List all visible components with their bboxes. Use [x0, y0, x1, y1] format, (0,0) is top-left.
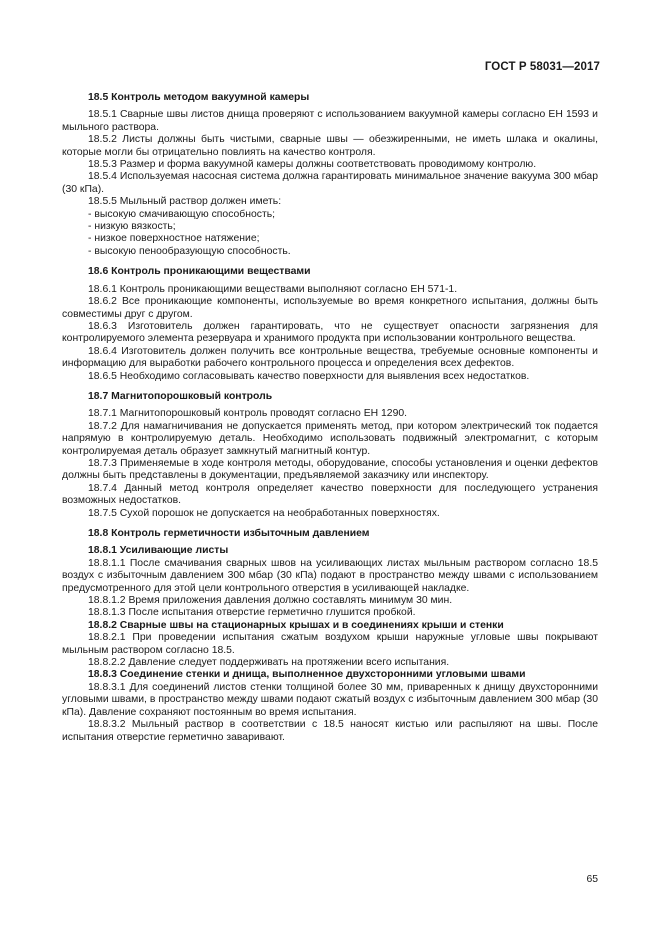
document-body: [62, 92, 598, 744]
paragraph-18-5-2: 18.5.2 Листы должны быть чистыми, сварные швы — обезжиренными, не иметь шлака и окалины, которые могли бы отрицательно повлиять на качество контроля.: [62, 134, 598, 158]
paragraph-18-7-5: 18.7.5 Сухой порошок не допускается на необработанных поверхностях.: [88, 507, 440, 519]
paragraph-18-7-4: 18.7.4 Данный метод контроля определяет качество поверхности для последующего устранения возможных недостатков.: [62, 482, 598, 507]
page-number: 65: [586, 874, 598, 885]
list-item: - высокую пенообразующую способность.: [62, 246, 598, 258]
paragraph-18-8-3-1: 18.8.3.1 Для соединений листов стенки толщиной более 30 мм, приваренных к днищу двухсторонними угловыми швами, в пространство между швами подают сжатый воздух с избыточным давлением 300 мбар (30 кПа). Давление сохраняют постоянным во время испытания.: [62, 681, 598, 718]
paragraph-18-7-1: 18.7.1 Магнитопорошковый контроль проводят согласно ЕН 1290.: [88, 408, 408, 420]
section-heading-18-5: 18.5 Контроль методом вакуумной камеры: [88, 92, 310, 103]
paragraph-18-8-1-2: 18.8.1.2 Время приложения давления должно составлять минимум 30 мин.: [88, 595, 453, 607]
subsection-heading-18-8-3: 18.8.3 Соединение стенки и днища, выполненное двухсторонними угловыми швами: [88, 669, 526, 681]
paragraph-18-5-3: 18.5.3 Размер и форма вакуумной камеры должны соответствовать проводимому контролю.: [88, 159, 537, 171]
list-item: - низкую вязкость;: [62, 221, 598, 233]
list-item: - низкое поверхностное натяжение;: [62, 233, 598, 245]
paragraph-18-6-1: 18.6.1 Контроль проникающими веществами выполняют согласно ЕН 571-1.: [88, 283, 458, 295]
paragraph-18-5-4: 18.5.4 Используемая насосная система должна гарантировать минимальное значение вакуума 300 мбар (30 кПа).: [62, 171, 598, 195]
paragraph-18-6-4: 18.6.4 Изготовитель должен получить все контрольные вещества, требуемые основные компоненты и информацию для выработки рабочего контрольного процесса и определения всех дефектов.: [62, 345, 598, 370]
paragraph-18-8-2-2: 18.8.2.2 Давление следует поддерживать на протяжении всего испытания.: [88, 657, 450, 669]
paragraph-18-8-3-2: 18.8.3.2 Мыльный раствор в соответствии с 18.5 наносят кистью или распыляют на швы. После испытания отверстие герметично заваривают.: [62, 719, 598, 743]
paragraph-18-6-2: 18.6.2 Все проникающие компоненты, используемые во время конкретного испытания, должны быть совместимы друг с другом.: [62, 296, 598, 320]
section-heading-18-7: 18.7 Магнитопорошковый контроль: [88, 390, 273, 402]
paragraph-18-5-5: 18.5.5 Мыльный раствор должен иметь:: [88, 196, 282, 208]
paragraph-18-8-2-1: 18.8.2.1 При проведении испытания сжатым воздухом крыши наружные угловые швы покрывают мыльным раствором согласно 18.5.: [62, 632, 598, 656]
list-item: - высокую смачивающую способность;: [62, 209, 598, 221]
subsection-heading-18-8-1: 18.8.1 Усиливающие листы: [88, 545, 229, 557]
paragraph-18-8-1-1: 18.8.1.1 После смачивания сварных швов на усиливающих листах мыльным раствором согласно 18.5 воздух с избыточным давлением 300 мбар (30 кПа) подают в пространство между швами с использованием предусмотренного для этой цели контрольного отверстия в усиливающей накладке.: [62, 557, 598, 594]
paragraph-18-8-1-3: 18.8.1.3 После испытания отверстие герметично глушится пробкой.: [88, 607, 416, 619]
standard-header: ГОСТ Р 58031—2017: [484, 61, 600, 73]
paragraph-18-5-1: 18.5.1 Сварные швы листов днища проверяют с использованием вакуумной камеры согласно ЕН 1593 и мыльного раствора.: [62, 109, 598, 133]
paragraph-18-6-5: 18.6.5 Необходимо согласовывать качество поверхности для выявления всех недостатков.: [88, 370, 530, 382]
paragraph-18-7-2: 18.7.2 Для намагничивания не допускается применять метод, при котором электрический ток подается напрямую в контролируемую деталь. Необходимо использовать подвижный электромагнит, с которым контролируемая деталь образует замкнутый магнитный контур.: [62, 420, 598, 457]
paragraph-18-7-3: 18.7.3 Применяемые в ходе контроля методы, оборудование, способы установления и оценки дефектов должны быть представлены в документации, предъявляемой заказчику или инспектору.: [62, 457, 598, 482]
subsection-heading-18-8-2: 18.8.2 Сварные швы на стационарных крышах и в соединениях крыши и стенки: [88, 619, 504, 631]
paragraph-18-6-3: 18.6.3 Изготовитель должен гарантировать, что не существует опасности загрязнения для контролируемого элемента резервуара и хранимого продукта при использовании контрольного вещества.: [62, 320, 598, 345]
section-heading-18-8: 18.8 Контроль герметичности избыточным давлением: [88, 528, 370, 539]
section-heading-18-6: 18.6 Контроль проникающими веществами: [88, 266, 311, 278]
